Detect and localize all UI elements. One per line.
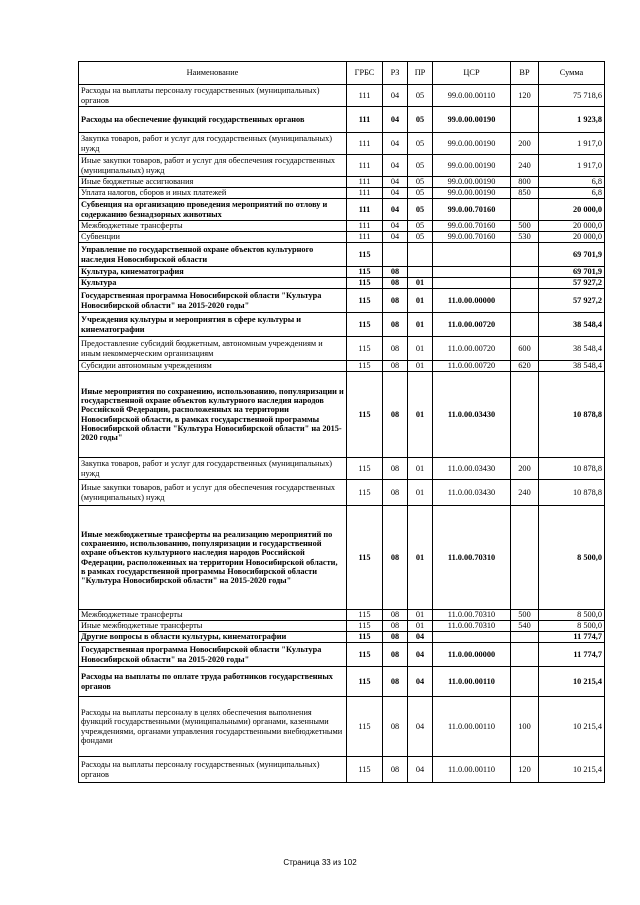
table-row bbox=[79, 177, 605, 188]
cell-csr: 11.0.00.03430 bbox=[433, 480, 511, 506]
cell-csr: 11.0.00.70310 bbox=[433, 506, 511, 610]
cell-sum: 10 878,8 bbox=[539, 458, 605, 480]
cell-grbs: 115 bbox=[347, 610, 383, 621]
header-pr: ПР bbox=[408, 62, 433, 85]
cell-csr: 11.0.00.00110 bbox=[433, 757, 511, 783]
cell-vr: 800 bbox=[511, 177, 539, 188]
cell-vr bbox=[511, 289, 539, 313]
cell-grbs: 111 bbox=[347, 107, 383, 133]
cell-name: Иные закупки товаров, работ и услуг для обеспечения государственных (муниципальных) нужд bbox=[79, 155, 347, 177]
table-row bbox=[79, 313, 605, 337]
cell-rz: 08 bbox=[383, 267, 408, 278]
cell-csr: 11.0.00.03430 bbox=[433, 372, 511, 458]
cell-grbs: 111 bbox=[347, 221, 383, 232]
table-row bbox=[79, 697, 605, 757]
header-sum: Сумма bbox=[539, 62, 605, 85]
cell-rz: 08 bbox=[383, 458, 408, 480]
cell-sum: 11 774,7 bbox=[539, 643, 605, 667]
cell-pr: 01 bbox=[408, 458, 433, 480]
cell-sum: 57 927,2 bbox=[539, 289, 605, 313]
cell-vr bbox=[511, 667, 539, 697]
table-row bbox=[79, 107, 605, 133]
cell-sum: 1 923,8 bbox=[539, 107, 605, 133]
cell-name: Культура bbox=[79, 278, 347, 289]
cell-grbs: 111 bbox=[347, 155, 383, 177]
cell-grbs: 115 bbox=[347, 361, 383, 372]
cell-name: Государственная программа Новосибирской области "Культура Новосибирской области" на 2015-2020 годы" bbox=[79, 289, 347, 313]
table-body bbox=[79, 85, 605, 783]
cell-name: Другие вопросы в области культуры, кинематографии bbox=[79, 632, 347, 643]
cell-csr: 11.0.00.70310 bbox=[433, 610, 511, 621]
cell-grbs: 115 bbox=[347, 372, 383, 458]
cell-grbs: 115 bbox=[347, 313, 383, 337]
cell-rz: 08 bbox=[383, 361, 408, 372]
cell-sum: 8 500,0 bbox=[539, 621, 605, 632]
cell-grbs: 115 bbox=[347, 643, 383, 667]
cell-csr bbox=[433, 243, 511, 267]
cell-sum: 10 878,8 bbox=[539, 372, 605, 458]
cell-grbs: 115 bbox=[347, 506, 383, 610]
cell-rz: 04 bbox=[383, 232, 408, 243]
table-row bbox=[79, 361, 605, 372]
cell-csr: 99.0.00.00190 bbox=[433, 107, 511, 133]
cell-grbs: 111 bbox=[347, 232, 383, 243]
table-row bbox=[79, 643, 605, 667]
table-row bbox=[79, 632, 605, 643]
cell-name: Управление по государственной охране объектов культурного наследия Новосибирской области bbox=[79, 243, 347, 267]
cell-rz: 04 bbox=[383, 107, 408, 133]
cell-rz: 08 bbox=[383, 643, 408, 667]
cell-rz: 08 bbox=[383, 757, 408, 783]
cell-pr: 01 bbox=[408, 289, 433, 313]
cell-rz: 04 bbox=[383, 221, 408, 232]
cell-rz: 04 bbox=[383, 188, 408, 199]
cell-grbs: 115 bbox=[347, 697, 383, 757]
cell-csr: 11.0.00.03430 bbox=[433, 458, 511, 480]
cell-name: Предоставление субсидий бюджетным, автономным учреждениям и иным некоммерческим организациям bbox=[79, 337, 347, 361]
cell-grbs: 115 bbox=[347, 337, 383, 361]
table-row bbox=[79, 506, 605, 610]
cell-csr: 99.0.00.70160 bbox=[433, 199, 511, 221]
cell-rz: 04 bbox=[383, 177, 408, 188]
cell-vr: 500 bbox=[511, 221, 539, 232]
cell-pr: 01 bbox=[408, 480, 433, 506]
table-row bbox=[79, 85, 605, 107]
cell-grbs: 115 bbox=[347, 458, 383, 480]
cell-pr: 04 bbox=[408, 667, 433, 697]
cell-vr: 120 bbox=[511, 85, 539, 107]
table-row bbox=[79, 133, 605, 155]
cell-vr: 500 bbox=[511, 610, 539, 621]
cell-rz: 08 bbox=[383, 313, 408, 337]
table-row bbox=[79, 278, 605, 289]
cell-rz: 08 bbox=[383, 621, 408, 632]
table-row bbox=[79, 458, 605, 480]
cell-csr: 11.0.00.00720 bbox=[433, 313, 511, 337]
cell-rz: 08 bbox=[383, 506, 408, 610]
cell-sum: 10 215,4 bbox=[539, 757, 605, 783]
table-header-row bbox=[79, 62, 605, 85]
table-row bbox=[79, 155, 605, 177]
cell-name: Расходы на выплаты по оплате труда работников государственных органов bbox=[79, 667, 347, 697]
cell-grbs: 115 bbox=[347, 480, 383, 506]
cell-pr: 04 bbox=[408, 697, 433, 757]
cell-pr: 01 bbox=[408, 337, 433, 361]
cell-sum: 20 000,0 bbox=[539, 232, 605, 243]
cell-name: Субвенция на организацию проведения мероприятий по отлову и содержанию безнадзорных животных bbox=[79, 199, 347, 221]
cell-sum: 20 000,0 bbox=[539, 221, 605, 232]
cell-csr: 99.0.00.00190 bbox=[433, 155, 511, 177]
cell-name: Иные межбюджетные трансферты на реализацию мероприятий по сохранению, использованию, популяризации и государственной охране объектов культурного наследия народов Российской Федерации, расположенных на территории Новосибирской области, в рамках государственной программы Новосибирской области "Культура Новосибирской области" на 2015-2020 годы" bbox=[79, 506, 347, 610]
cell-sum: 1 917,0 bbox=[539, 133, 605, 155]
cell-sum: 75 718,6 bbox=[539, 85, 605, 107]
cell-vr: 200 bbox=[511, 133, 539, 155]
cell-csr: 11.0.00.00000 bbox=[433, 289, 511, 313]
cell-name: Культура, кинематография bbox=[79, 267, 347, 278]
cell-vr: 100 bbox=[511, 697, 539, 757]
cell-rz: 08 bbox=[383, 278, 408, 289]
cell-rz: 08 bbox=[383, 372, 408, 458]
cell-name: Иные мероприятия по сохранению, использованию, популяризации и государственной охране объектов культурного наследия народов Российской Федерации, расположенных на территории Новосибирской области, в рамках государственной программы Новосибирской области "Культура Новосибирской области" на 2015-2020 годы" bbox=[79, 372, 347, 458]
cell-pr: 05 bbox=[408, 133, 433, 155]
cell-vr: 620 bbox=[511, 361, 539, 372]
cell-pr: 01 bbox=[408, 361, 433, 372]
cell-pr: 05 bbox=[408, 177, 433, 188]
cell-vr bbox=[511, 199, 539, 221]
cell-vr bbox=[511, 372, 539, 458]
cell-csr: 11.0.00.00720 bbox=[433, 361, 511, 372]
table-row bbox=[79, 267, 605, 278]
table-row bbox=[79, 667, 605, 697]
cell-rz: 08 bbox=[383, 337, 408, 361]
cell-grbs: 111 bbox=[347, 133, 383, 155]
cell-rz: 04 bbox=[383, 199, 408, 221]
table-row bbox=[79, 289, 605, 313]
cell-pr: 01 bbox=[408, 621, 433, 632]
cell-grbs: 115 bbox=[347, 278, 383, 289]
cell-grbs: 115 bbox=[347, 632, 383, 643]
cell-pr: 05 bbox=[408, 107, 433, 133]
table-row bbox=[79, 243, 605, 267]
table-row bbox=[79, 610, 605, 621]
header-name: Наименование bbox=[79, 62, 347, 85]
cell-vr bbox=[511, 313, 539, 337]
cell-csr: 99.0.00.00190 bbox=[433, 188, 511, 199]
cell-name: Субсидии автономным учреждениям bbox=[79, 361, 347, 372]
cell-pr: 04 bbox=[408, 757, 433, 783]
cell-pr: 01 bbox=[408, 610, 433, 621]
cell-pr: 05 bbox=[408, 199, 433, 221]
cell-sum: 6,8 bbox=[539, 188, 605, 199]
cell-name: Расходы на выплаты персоналу государственных (муниципальных) органов bbox=[79, 757, 347, 783]
page-number: Страница 33 из 102 bbox=[283, 858, 357, 867]
cell-grbs: 111 bbox=[347, 199, 383, 221]
cell-csr: 99.0.00.70160 bbox=[433, 221, 511, 232]
cell-sum: 69 701,9 bbox=[539, 243, 605, 267]
cell-sum: 38 548,4 bbox=[539, 313, 605, 337]
cell-name: Учреждения культуры и мероприятия в сфере культуры и кинематографии bbox=[79, 313, 347, 337]
cell-sum: 1 917,0 bbox=[539, 155, 605, 177]
cell-grbs: 115 bbox=[347, 243, 383, 267]
cell-vr: 850 bbox=[511, 188, 539, 199]
header-vr: ВР bbox=[511, 62, 539, 85]
table-row bbox=[79, 372, 605, 458]
cell-sum: 10 215,4 bbox=[539, 697, 605, 757]
header-rz: РЗ bbox=[383, 62, 408, 85]
cell-pr: 01 bbox=[408, 372, 433, 458]
cell-csr: 11.0.00.00000 bbox=[433, 643, 511, 667]
cell-sum: 20 000,0 bbox=[539, 199, 605, 221]
cell-name: Закупка товаров, работ и услуг для государственных (муниципальных) нужд bbox=[79, 133, 347, 155]
cell-pr: 01 bbox=[408, 506, 433, 610]
cell-vr: 530 bbox=[511, 232, 539, 243]
cell-vr bbox=[511, 278, 539, 289]
cell-csr: 99.0.00.00110 bbox=[433, 85, 511, 107]
cell-vr: 600 bbox=[511, 337, 539, 361]
cell-name: Иные бюджетные ассигнования bbox=[79, 177, 347, 188]
cell-sum: 38 548,4 bbox=[539, 361, 605, 372]
cell-name: Межбюджетные трансферты bbox=[79, 610, 347, 621]
cell-vr bbox=[511, 267, 539, 278]
cell-grbs: 111 bbox=[347, 177, 383, 188]
cell-pr: 04 bbox=[408, 643, 433, 667]
cell-pr: 01 bbox=[408, 278, 433, 289]
header-csr: ЦСР bbox=[433, 62, 511, 85]
cell-rz: 08 bbox=[383, 697, 408, 757]
cell-pr bbox=[408, 243, 433, 267]
cell-pr: 05 bbox=[408, 221, 433, 232]
cell-vr bbox=[511, 632, 539, 643]
cell-csr: 99.0.00.70160 bbox=[433, 232, 511, 243]
cell-rz: 04 bbox=[383, 155, 408, 177]
cell-sum: 6,8 bbox=[539, 177, 605, 188]
cell-sum: 8 500,0 bbox=[539, 610, 605, 621]
header-grbs: ГРБС bbox=[347, 62, 383, 85]
cell-name: Иные закупки товаров, работ и услуг для обеспечения государственных (муниципальных) нужд bbox=[79, 480, 347, 506]
cell-rz: 08 bbox=[383, 632, 408, 643]
cell-pr: 05 bbox=[408, 85, 433, 107]
cell-grbs: 115 bbox=[347, 757, 383, 783]
cell-vr bbox=[511, 107, 539, 133]
budget-table bbox=[78, 61, 605, 783]
cell-pr: 04 bbox=[408, 632, 433, 643]
cell-vr bbox=[511, 506, 539, 610]
cell-name: Государственная программа Новосибирской области "Культура Новосибирской области" на 2015-2020 годы" bbox=[79, 643, 347, 667]
cell-pr: 05 bbox=[408, 232, 433, 243]
cell-csr bbox=[433, 632, 511, 643]
cell-vr: 200 bbox=[511, 458, 539, 480]
cell-csr bbox=[433, 267, 511, 278]
cell-csr: 11.0.00.70310 bbox=[433, 621, 511, 632]
cell-sum: 11 774,7 bbox=[539, 632, 605, 643]
cell-sum: 10 878,8 bbox=[539, 480, 605, 506]
cell-grbs: 111 bbox=[347, 85, 383, 107]
cell-rz: 04 bbox=[383, 85, 408, 107]
cell-name: Закупка товаров, работ и услуг для государственных (муниципальных) нужд bbox=[79, 458, 347, 480]
cell-rz: 08 bbox=[383, 610, 408, 621]
cell-rz: 08 bbox=[383, 289, 408, 313]
cell-vr: 120 bbox=[511, 757, 539, 783]
table-row bbox=[79, 199, 605, 221]
cell-sum: 8 500,0 bbox=[539, 506, 605, 610]
table-row bbox=[79, 221, 605, 232]
cell-grbs: 115 bbox=[347, 267, 383, 278]
cell-sum: 10 215,4 bbox=[539, 667, 605, 697]
cell-grbs: 115 bbox=[347, 289, 383, 313]
cell-pr bbox=[408, 267, 433, 278]
cell-sum: 69 701,9 bbox=[539, 267, 605, 278]
cell-csr: 11.0.00.00110 bbox=[433, 697, 511, 757]
cell-grbs: 111 bbox=[347, 188, 383, 199]
cell-sum: 38 548,4 bbox=[539, 337, 605, 361]
cell-name: Межбюджетные трансферты bbox=[79, 221, 347, 232]
cell-name: Иные межбюджетные трансферты bbox=[79, 621, 347, 632]
cell-grbs: 115 bbox=[347, 667, 383, 697]
cell-vr: 240 bbox=[511, 480, 539, 506]
cell-rz: 08 bbox=[383, 667, 408, 697]
cell-csr bbox=[433, 278, 511, 289]
cell-rz bbox=[383, 243, 408, 267]
cell-sum: 57 927,2 bbox=[539, 278, 605, 289]
cell-rz: 04 bbox=[383, 133, 408, 155]
cell-csr: 11.0.00.00110 bbox=[433, 667, 511, 697]
cell-vr: 240 bbox=[511, 155, 539, 177]
cell-grbs: 115 bbox=[347, 621, 383, 632]
cell-name: Расходы на обеспечение функций государственных органов bbox=[79, 107, 347, 133]
cell-pr: 01 bbox=[408, 313, 433, 337]
cell-pr: 05 bbox=[408, 155, 433, 177]
cell-name: Уплата налогов, сборов и иных платежей bbox=[79, 188, 347, 199]
cell-vr bbox=[511, 243, 539, 267]
cell-vr bbox=[511, 643, 539, 667]
cell-csr: 99.0.00.00190 bbox=[433, 133, 511, 155]
cell-name: Расходы на выплаты персоналу государственных (муниципальных) органов bbox=[79, 85, 347, 107]
cell-name: Расходы на выплаты персоналу в целях обеспечения выполнения функций государственными (муниципальными) органами, казенными учреждениями, органами управления государственными внебюджетными фондами bbox=[79, 697, 347, 757]
table-row bbox=[79, 337, 605, 361]
table-row bbox=[79, 621, 605, 632]
table-row bbox=[79, 232, 605, 243]
table-row bbox=[79, 480, 605, 506]
table-row bbox=[79, 757, 605, 783]
cell-csr: 11.0.00.00720 bbox=[433, 337, 511, 361]
table-row bbox=[79, 188, 605, 199]
cell-vr: 540 bbox=[511, 621, 539, 632]
cell-name: Субвенции bbox=[79, 232, 347, 243]
cell-rz: 08 bbox=[383, 480, 408, 506]
cell-csr: 99.0.00.00190 bbox=[433, 177, 511, 188]
cell-pr: 05 bbox=[408, 188, 433, 199]
